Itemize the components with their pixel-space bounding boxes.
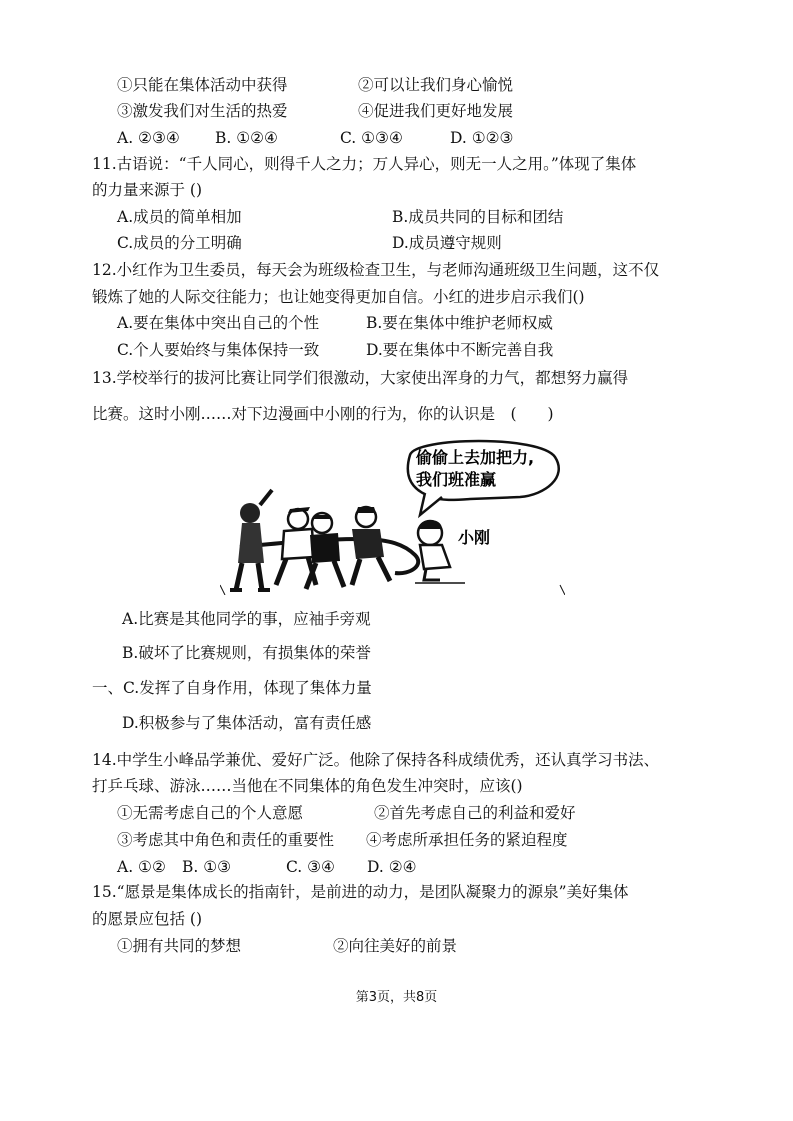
speech-bubble-tail [420,493,442,515]
tug-of-war-cartoon [220,435,565,595]
q14-option-d: D. ②④ [367,858,417,876]
student-figure [230,490,272,590]
q12-option-c: C.个人要始终与集体保持一致 [117,341,320,359]
q15-statement-2: ②向往美好的前景 [333,937,458,955]
option-b: B. ①②④ [215,129,278,147]
q14-option-b: B. ①③ [182,858,232,876]
bubble-text-line1: 偷偷上去加把力, [416,448,535,467]
q13-option-c: 一、C.发挥了自身作用，体现了集体力量 [92,679,372,697]
q14-statement-1: ①无需考虑自己的个人意愿 [117,804,304,822]
q12-option-a: A.要在集体中突出自己的个性 [117,314,320,332]
q14-option-c: C. ③④ [286,858,335,876]
q15-stem-line1: 15.“愿景是集体成长的指南针，是前进的动力，是团队凝聚力的源泉”美好集体 [92,883,629,901]
xiaogang-label: 小刚 [458,528,491,547]
q13-option-b: B.破坏了比赛规则，有损集体的荣誉 [122,644,371,662]
bubble-text-line2: 我们班准赢 [416,470,497,489]
q15-stem-line2: 的愿景应包括 () [92,910,203,928]
q12-stem-line1: 12.小红作为卫生委员，每天会为班级检查卫生，与老师沟通班级卫生问题，这不仅 [92,261,660,279]
q13-stem-line1: 13.学校举行的拔河比赛让同学们很激动，大家使出浑身的力气，都想努力赢得 [92,369,629,387]
q12-stem-line2: 锻炼了她的人际交往能力；也让她变得更加自信。小红的进步启示我们() [92,288,585,306]
option-d: D. ①②③ [450,129,514,147]
q13-option-a: A.比赛是其他同学的事，应袖手旁观 [122,610,371,628]
q15-statement-1: ①拥有共同的梦想 [117,937,242,955]
page-number: 第3页，共8页 [355,990,438,1005]
q11-stem-line1: 11.古语说：“千人同心，则得千人之力；万人异心，则无一人之用。”体现了集体 [92,155,637,173]
q13-option-d: D.积极参与了集体活动，富有责任感 [122,714,372,732]
statement-1: ①只能在集体活动中获得 [117,76,288,94]
q11-stem-line2: 的力量来源于 () [92,181,203,199]
q11-option-a: A.成员的简单相加 [117,208,242,226]
q11-option-d: D.成员遵守规则 [392,234,502,252]
statement-4: ④促进我们更好地发展 [358,102,514,120]
q14-statement-4: ④考虑所承担任务的紧迫程度 [366,831,568,849]
q13-stem-line2: 比赛。这时小刚……对下边漫画中小刚的行为，你的认识是 ( ) [92,405,554,423]
q14-option-a: A. ①② [117,858,166,876]
student-figure [306,513,344,589]
q14-statement-2: ②首先考虑自己的利益和爱好 [374,804,576,822]
q14-stem-line1: 14.中学生小峰品学兼优、爱好广泛。他除了保持各科成绩优秀，还认真学习书法、 [92,751,660,769]
option-a: A. ②③④ [117,129,180,147]
q11-option-c: C.成员的分工明确 [117,234,242,252]
statement-3: ③激发我们对生活的热爱 [117,102,288,120]
q12-option-d: D.要在集体中不断完善自我 [366,341,554,359]
student-figure [352,507,390,585]
q14-statement-3: ③考虑其中角色和责任的重要性 [117,831,335,849]
statement-2: ②可以让我们身心愉悦 [358,76,514,94]
q12-option-b: B.要在集体中维护老师权威 [366,314,553,332]
q11-option-b: B.成员共同的目标和团结 [392,208,564,226]
option-c: C. ①③④ [340,129,403,147]
q14-stem-line2: 打乒乓球、游泳……当他在不同集体的角色发生冲突时，应该() [92,777,523,795]
